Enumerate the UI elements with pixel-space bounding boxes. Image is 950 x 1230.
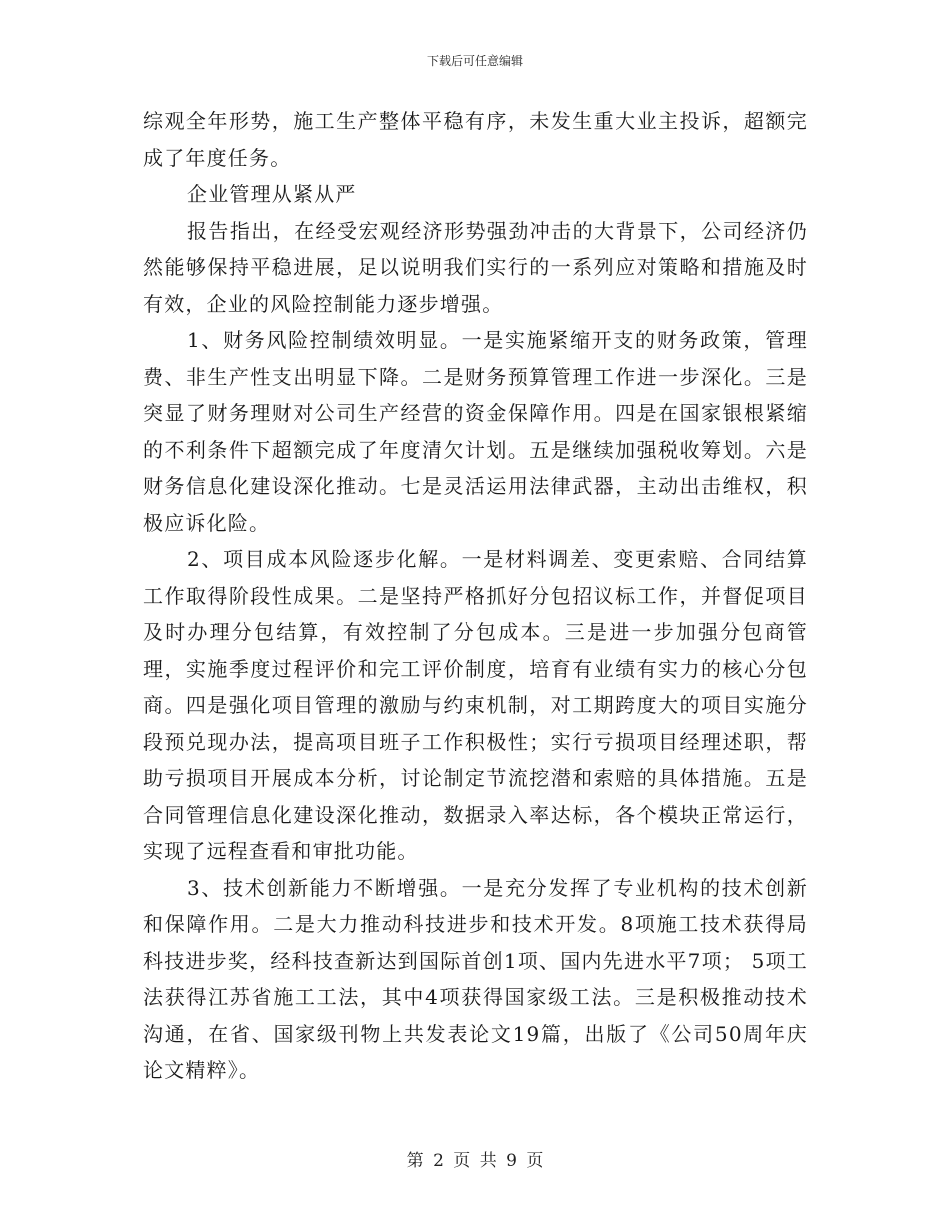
page-number-footer: 第 2 页 共 9 页	[406, 1151, 544, 1171]
document-body	[143, 103, 808, 1089]
paragraph-technical-innovation: 3、技术创新能力不断增强。一是充分发挥了专业机构的技术创新和保障作用。二是大力推动科技进步和技术开发。8项施工技术获得局科技进步奖，经科技查新达到国际首创1项、国内先进水平7项； 5项工法获得江苏省施工工法，其中4项获得国家级工法。三是积极推动技术沟通，在省、国家级刊物上共发表论文19篇，出版了《公司50周年庆论文精粹》。	[143, 875, 808, 1082]
paragraph-summary-continuation: 综观全年形势，施工生产整体平稳有序，未发生重大业主投诉，超额完成了年度任务。	[143, 109, 808, 170]
section-heading-management: 企业管理从紧从严	[187, 182, 357, 206]
paragraph-report-overview: 报告指出，在经受宏观经济形势强劲冲击的大背景下，公司经济仍然能够保持平稳进展，足以说明我们实行的一系列应对策略和措施及时有效，企业的风险控制能力逐步增强。	[143, 218, 808, 316]
page-header-note: 下载后可任意编辑	[426, 54, 523, 68]
paragraph-financial-risk: 1、财务风险控制绩效明显。一是实施紧缩开支的财务政策，管理费、非生产性支出明显下降。二是财务预算管理工作进一步深化。三是突显了财务理财对公司生产经营的资金保障作用。四是在国家银根紧缩的不利条件下超额完成了年度清欠计划。五是继续加强税收筹划。六是财务信息化建设深化推动。七是灵活运用法律武器，主动出击维权，积极应诉化险。	[143, 328, 808, 535]
paragraph-project-cost-risk: 2、项目成本风险逐步化解。一是材料调差、变更索赔、合同结算工作取得阶段性成果。二是坚持严格抓好分包招议标工作，并督促项目及时办理分包结算，有效控制了分包成本。三是进一步加强分包商管理，实施季度过程评价和完工评价制度，培育有业绩有实力的核心分包商。四是强化项目管理的激励与约束机制，对工期跨度大的项目实施分段预兑现办法，提高项目班子工作积极性；实行亏损项目经理述职，帮助亏损项目开展成本分析，讨论制定节流挖潜和索赔的具体措施。五是合同管理信息化建设深化推动，数据录入率达标，各个模块正常运行，实现了远程查看和审批功能。	[143, 547, 808, 863]
